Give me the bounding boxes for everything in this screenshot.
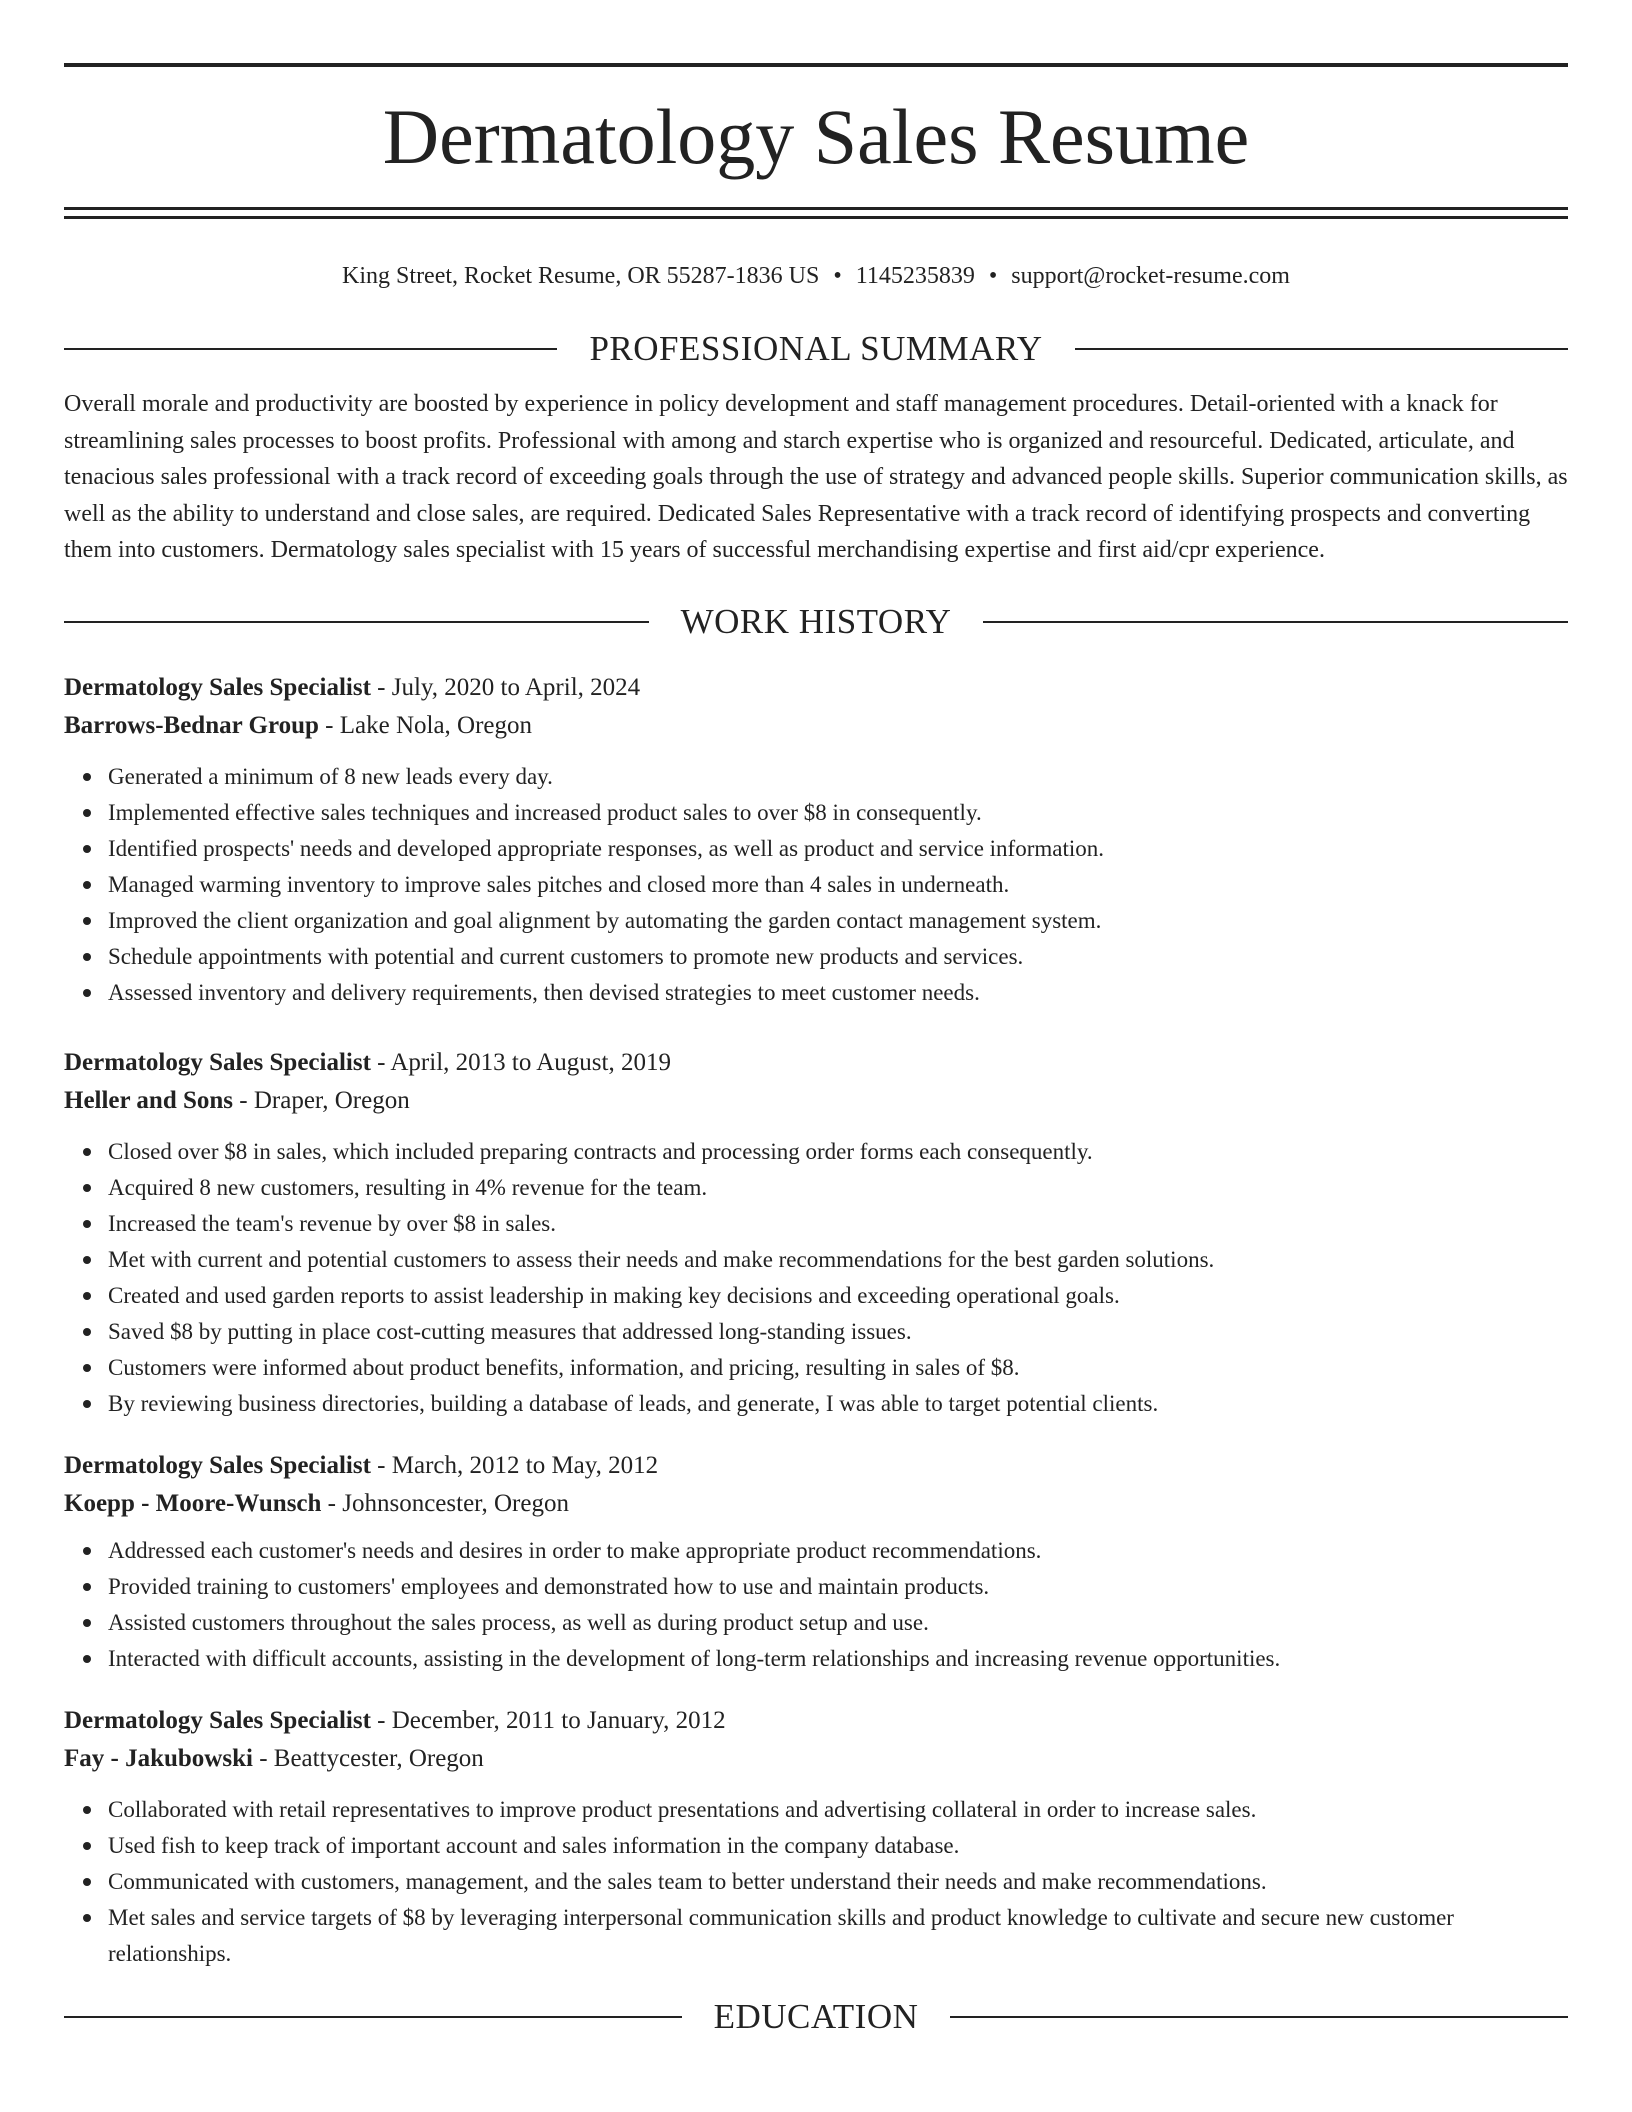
job-dates: April, 2013 to August, 2019 bbox=[390, 1048, 671, 1076]
job-dates: March, 2012 to May, 2012 bbox=[391, 1451, 659, 1479]
dash: - bbox=[252, 1744, 274, 1772]
divider-line bbox=[1075, 348, 1568, 350]
section-title-education: EDUCATION bbox=[713, 1996, 919, 2036]
bullet-item: Collaborated with retail representatives to improve product presentations and advertising collateral in order to increase sales. bbox=[108, 1792, 1568, 1828]
bullet-item: Closed over $8 in sales, which included preparing contracts and processing order forms each consequently. bbox=[108, 1134, 1568, 1170]
job-title: Dermatology Sales Specialist bbox=[64, 1706, 371, 1734]
job-dates: July, 2020 to April, 2024 bbox=[391, 673, 641, 701]
company-name: Barrows-Bednar Group bbox=[64, 711, 319, 739]
contact-separator: • bbox=[988, 263, 998, 289]
company-name: Koepp - Moore-Wunsch bbox=[64, 1489, 322, 1517]
divider-line bbox=[64, 348, 557, 350]
divider-line bbox=[64, 2016, 682, 2018]
job-bullets bbox=[64, 1533, 1568, 1677]
job-title: Dermatology Sales Specialist bbox=[64, 1451, 371, 1479]
summary-text: Overall morale and productivity are boosted by experience in policy development and staff management procedures. Detail-oriented with a knack for streamlining sales processes to boost profits. Professional with among and starch expertise who is organized and resourceful. Dedicated, articulate, and tenacious sales professional with a track record of exceeding goals through the use of strategy and advanced people skills. Superior communication skills, as well as the ability to understand and close sales, are required. Dedicated Sales Representative with a track record of identifying prospects and converting them into customers. Dermatology sales specialist with 15 years of successful merchandising expertise and first aid/cpr experience. bbox=[64, 391, 1568, 563]
job-bullets bbox=[64, 1792, 1568, 1972]
company-name: Fay - Jakubowski bbox=[64, 1744, 253, 1772]
company-line bbox=[64, 1485, 1568, 1523]
job-entry bbox=[64, 1447, 1568, 1677]
job-entry bbox=[64, 669, 1568, 1011]
job-entry bbox=[64, 1702, 1568, 1972]
section-header-summary bbox=[64, 326, 1568, 372]
contact-phone: 1145235839 bbox=[855, 263, 975, 289]
bullet-item: Improved the client organization and goal alignment by automating the garden contact management system. bbox=[108, 903, 1568, 939]
bullet-item: Saved $8 by putting in place cost-cutting measures that addressed long-standing issues. bbox=[108, 1314, 1568, 1350]
bullet-item: Used fish to keep track of important account and sales information in the company database. bbox=[108, 1828, 1568, 1864]
bullet-item: Created and used garden reports to assist leadership in making key decisions and exceeding operational goals. bbox=[108, 1278, 1568, 1314]
resume-title: Dermatology Sales Resume bbox=[382, 93, 1250, 180]
bullet-item: Increased the team's revenue by over $8 in sales. bbox=[108, 1206, 1568, 1242]
section-header-work-history bbox=[64, 599, 1568, 645]
bullet-item: Communicated with customers, management, and the sales team to better understand their needs and make recommendations. bbox=[108, 1864, 1568, 1900]
bullet-item: Implemented effective sales techniques and increased product sales to over $8 in consequently. bbox=[108, 795, 1568, 831]
dash: - bbox=[318, 711, 340, 739]
dash: - bbox=[370, 1451, 392, 1479]
company-location: Draper, Oregon bbox=[253, 1086, 410, 1114]
bullet-item: Provided training to customers' employees and demonstrated how to use and maintain products. bbox=[108, 1569, 1568, 1605]
job-bullets bbox=[64, 759, 1568, 1011]
title-block bbox=[64, 67, 1568, 207]
contact-address: King Street, Rocket Resume, OR 55287-1836 US bbox=[342, 263, 820, 289]
company-location: Beattycester, Oregon bbox=[273, 1744, 484, 1772]
dash: - bbox=[321, 1489, 343, 1517]
section-title-work-history: WORK HISTORY bbox=[680, 601, 952, 641]
bullet-item: Customers were informed about product benefits, information, and pricing, resulting in sales of $8. bbox=[108, 1350, 1568, 1386]
dash: - bbox=[233, 1086, 254, 1114]
resume-page bbox=[64, 0, 1568, 2040]
job-title-line bbox=[64, 1447, 1568, 1485]
bullet-item: Met with current and potential customers to assess their needs and make recommendations for the best garden solutions. bbox=[108, 1242, 1568, 1278]
bullet-item: Interacted with difficult accounts, assisting in the development of long-term relationships and increasing revenue opportunities. bbox=[108, 1641, 1568, 1677]
job-bullets bbox=[64, 1134, 1568, 1422]
bullet-item: Addressed each customer's needs and desires in order to make appropriate product recommendations. bbox=[108, 1533, 1568, 1569]
company-name: Heller and Sons bbox=[64, 1086, 234, 1114]
bullet-item: Met sales and service targets of $8 by leveraging interpersonal communication skills and product knowledge to cultivate and secure new customer relationships. bbox=[108, 1900, 1568, 1972]
dash: - bbox=[370, 1048, 391, 1076]
bullet-item: By reviewing business directories, building a database of leads, and generate, I was able to target potential clients. bbox=[108, 1386, 1568, 1422]
job-list bbox=[64, 669, 1568, 1972]
bullet-item: Identified prospects' needs and developed appropriate responses, as well as product and service information. bbox=[108, 831, 1568, 867]
dash: - bbox=[370, 673, 392, 701]
section-header-education bbox=[64, 1994, 1568, 2040]
double-rule bbox=[64, 207, 1568, 219]
bullet-item: Schedule appointments with potential and current customers to promote new products and services. bbox=[108, 939, 1568, 975]
bullet-item: Assisted customers throughout the sales process, as well as during product setup and use. bbox=[108, 1605, 1568, 1641]
section-title-summary: PROFESSIONAL SUMMARY bbox=[589, 329, 1043, 368]
divider-line bbox=[64, 621, 649, 623]
bullet-item: Managed warming inventory to improve sales pitches and closed more than 4 sales in underneath. bbox=[108, 867, 1568, 903]
dash: - bbox=[370, 1706, 392, 1734]
bullet-item: Assessed inventory and delivery requirements, then devised strategies to meet customer needs. bbox=[108, 975, 1568, 1011]
job-title: Dermatology Sales Specialist bbox=[64, 673, 371, 701]
contact-line bbox=[64, 260, 1568, 292]
company-location: Lake Nola, Oregon bbox=[339, 711, 533, 739]
job-title-line bbox=[64, 669, 1568, 707]
job-title-line bbox=[64, 1702, 1568, 1740]
divider-line bbox=[950, 2016, 1568, 2018]
job-title: Dermatology Sales Specialist bbox=[64, 1048, 371, 1076]
bullet-item: Generated a minimum of 8 new leads every day. bbox=[108, 759, 1568, 795]
contact-email: support@rocket-resume.com bbox=[1011, 263, 1290, 289]
contact-separator: • bbox=[833, 263, 842, 289]
divider-line bbox=[983, 621, 1568, 623]
company-location: Johnsoncester, Oregon bbox=[342, 1489, 569, 1517]
job-entry bbox=[64, 1044, 1568, 1422]
company-line bbox=[64, 1740, 1568, 1778]
company-line bbox=[64, 1082, 1568, 1120]
company-line bbox=[64, 707, 1568, 745]
job-dates: December, 2011 to January, 2012 bbox=[391, 1706, 726, 1734]
bullet-item: Acquired 8 new customers, resulting in 4% revenue for the team. bbox=[108, 1170, 1568, 1206]
job-title-line bbox=[64, 1044, 1568, 1082]
